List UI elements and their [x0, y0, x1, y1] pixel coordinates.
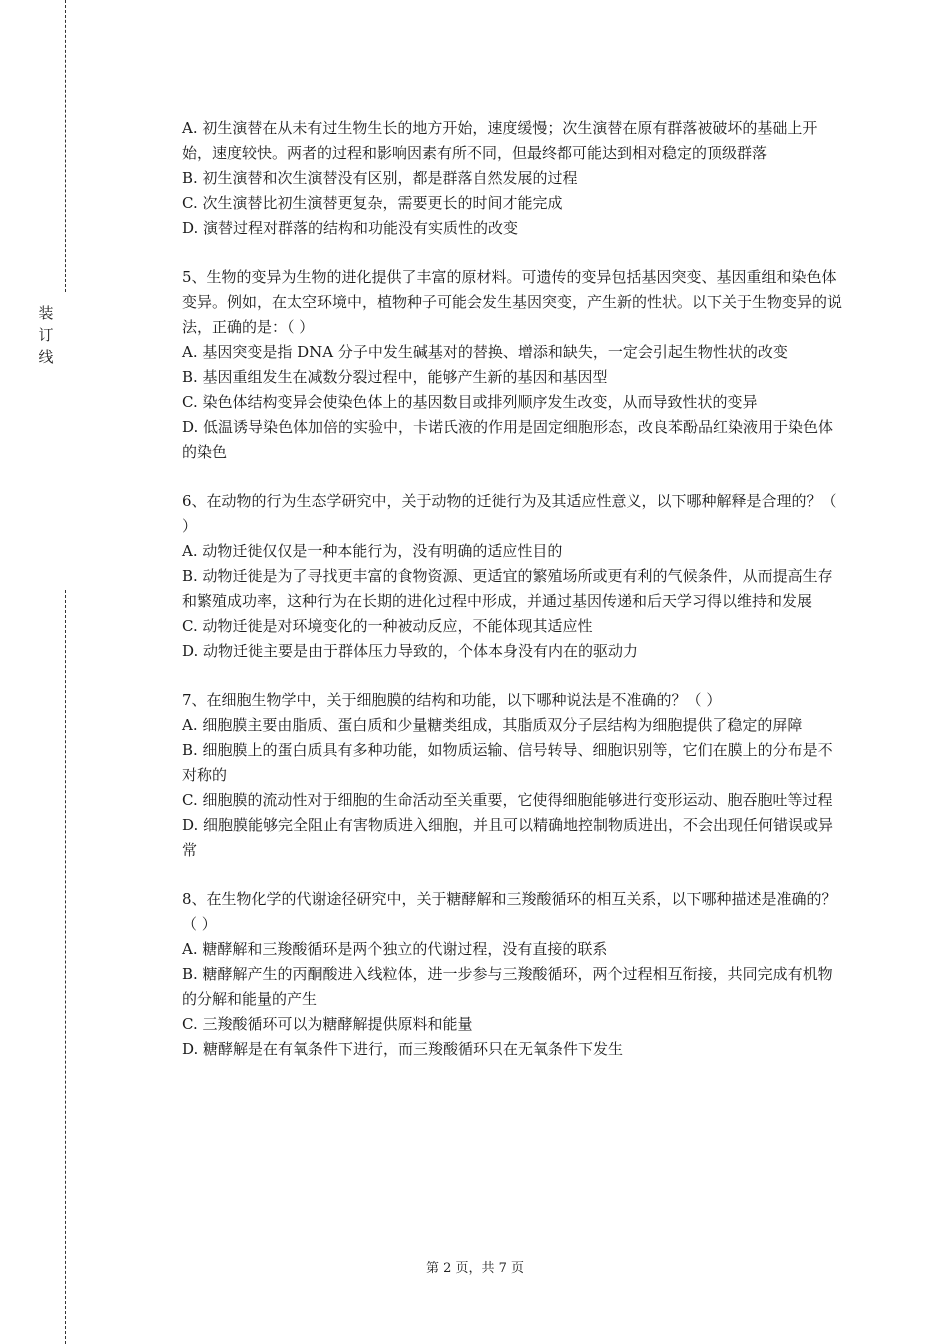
option-c: C. 动物迁徙是对环境变化的一种被动反应，不能体现其适应性 [182, 617, 593, 635]
question-list [182, 116, 842, 1086]
option-a: A. 细胞膜主要由脂质、蛋白质和少量糖类组成，其脂质双分子层结构为细胞提供了稳定的屏障 [182, 716, 803, 734]
option-d: D. 糖酵解是在有氧条件下进行，而三羧酸循环只在无氧条件下发生 [182, 1040, 624, 1058]
option-d: D. 动物迁徙主要是由于群体压力导致的，个体本身没有内在的驱动力 [182, 642, 639, 660]
option-d: D. 细胞膜能够完全阻止有害物质进入细胞，并且可以精确地控制物质进出，不会出现任何错误或异常 [182, 816, 834, 859]
option-c: C. 细胞膜的流动性对于细胞的生命活动至关重要，它使得细胞能够进行变形运动、胞吞胞吐等过程 [182, 791, 833, 809]
option-a: A. 糖酵解和三羧酸循环是两个独立的代谢过程，没有直接的联系 [182, 940, 608, 958]
page-number: 第 2 页，共 7 页 [425, 1261, 525, 1276]
option-b: B. 糖酵解产生的丙酮酸进入线粒体，进一步参与三羧酸循环，两个过程相互衔接，共同完成有机物的分解和能量的产生 [182, 965, 833, 1008]
option-b: B. 初生演替和次生演替没有区别，都是群落自然发展的过程 [182, 169, 578, 187]
question-stem: 7、在细胞生物学中，关于细胞膜的结构和功能，以下哪种说法是不准确的？（ ） [182, 691, 722, 709]
binding-line-bottom [65, 590, 66, 1344]
option-b: B. 基因重组发生在减数分裂过程中，能够产生新的基因和基因型 [182, 368, 608, 386]
question-7 [182, 688, 842, 863]
option-d: D. 低温诱导染色体加倍的实验中，卡诺氏液的作用是固定细胞形态，改良苯酚品红染液用于染色体的染色 [182, 418, 834, 461]
option-c: C. 三羧酸循环可以为糖酵解提供原料和能量 [182, 1015, 473, 1033]
option-b: B. 动物迁徙是为了寻找更丰富的食物资源、更适宜的繁殖场所或更有利的气候条件，从而提高生存和繁殖成功率，这种行为在长期的进化过程中形成，并通过基因传递和后天学习得以维持和发展 [182, 567, 833, 610]
binding-label-char: 线 [38, 348, 54, 366]
question-6 [182, 489, 842, 664]
option-a: A. 初生演替在从未有过生物生长的地方开始，速度缓慢；次生演替在原有群落被破坏的基础上开始，速度较快。两者的过程和影响因素有所不同，但最终都可能达到相对稳定的顶级群落 [182, 119, 818, 162]
option-c: C. 次生演替比初生演替更复杂，需要更长的时间才能完成 [182, 194, 563, 212]
binding-label-char: 订 [38, 326, 54, 344]
question-5 [182, 265, 842, 465]
question-stem: 6、在动物的行为生态学研究中，关于动物的迁徙行为及其适应性意义，以下哪种解释是合理的？（ ） [182, 492, 837, 535]
question-8 [182, 887, 842, 1062]
option-a: A. 基因突变是指 DNA 分子中发生碱基对的替换、增添和缺失，一定会引起生物性状的改变 [182, 343, 788, 361]
binding-line-top [65, 0, 66, 292]
question-stem: 8、在生物化学的代谢途径研究中，关于糖酵解和三羧酸循环的相互关系，以下哪种描述是准确的？（ ） [182, 890, 837, 933]
option-d: D. 演替过程对群落的结构和功能没有实质性的改变 [182, 219, 519, 237]
option-a: A. 动物迁徙仅仅是一种本能行为，没有明确的适应性目的 [182, 542, 563, 560]
binding-label-char: 装 [38, 304, 54, 322]
option-b: B. 细胞膜上的蛋白质具有多种功能，如物质运输、信号转导、细胞识别等，它们在膜上的分布是不对称的 [182, 741, 833, 784]
binding-label [38, 302, 54, 368]
question-4-continued [182, 116, 842, 241]
option-c: C. 染色体结构变异会使染色体上的基因数目或排列顺序发生改变，从而导致性状的变异 [182, 393, 758, 411]
question-stem: 5、生物的变异为生物的进化提供了丰富的原材料。可遗传的变异包括基因突变、基因重组和染色体变异。例如，在太空环境中，植物种子可能会发生基因突变，产生新的性状。以下关于生物变异的说法，正确的是：（ ） [182, 268, 843, 336]
